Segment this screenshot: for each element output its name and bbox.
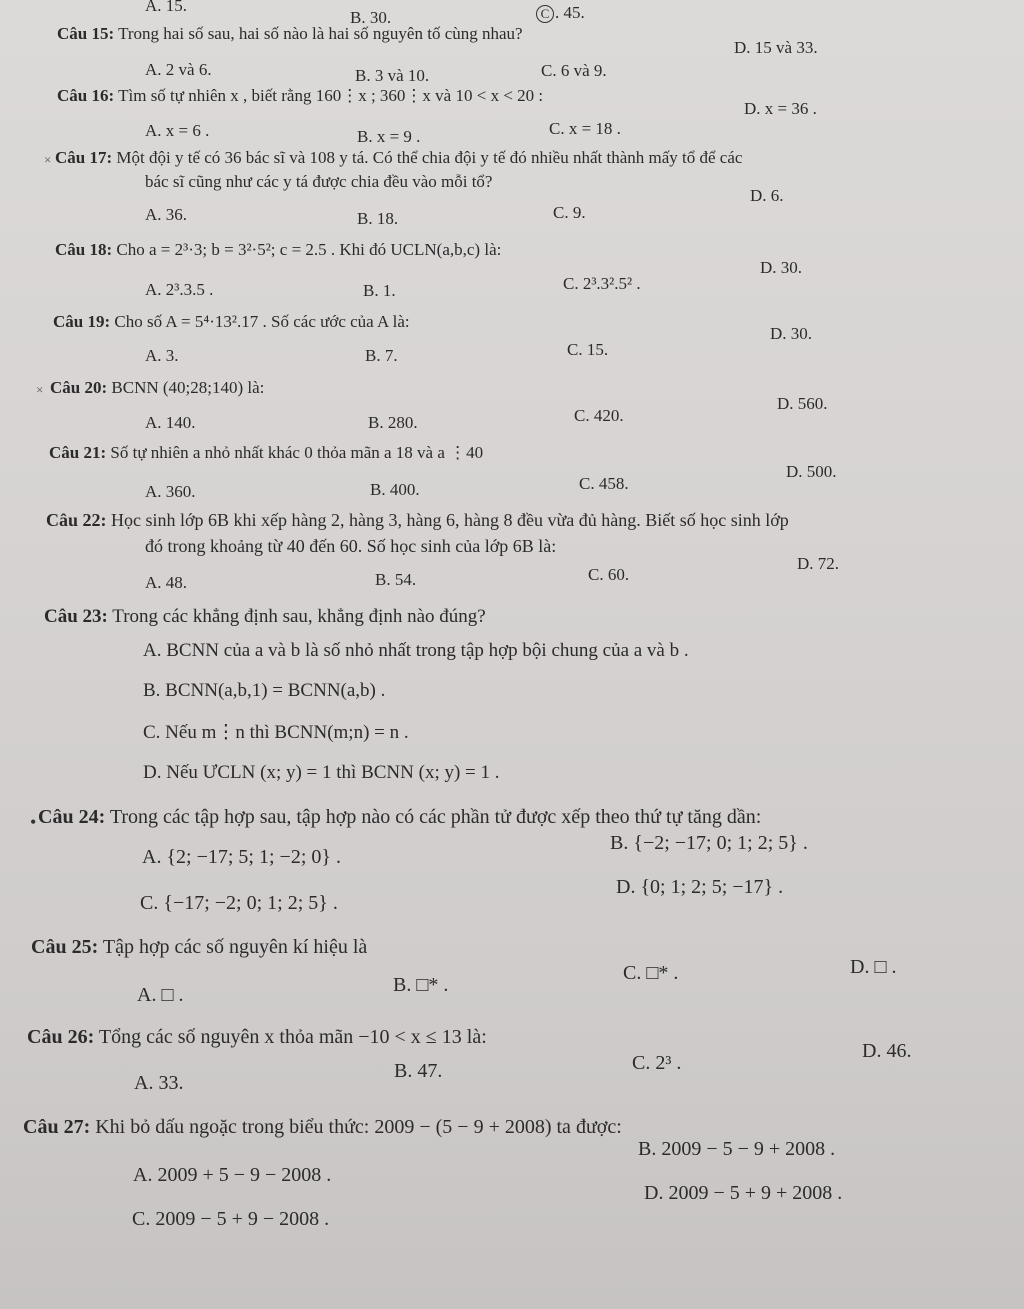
question-text: Trong các khẳng định sau, khẳng định nào đúng? [112,606,486,627]
option-c: C. 2009 − 5 + 9 − 2008 . [132,1208,330,1230]
option-d: D. {0; 1; 2; 5; −17} . [616,876,784,898]
question-number: Câu 21: [49,443,107,462]
option-b: B. 280. [368,413,418,432]
option-a: A. 33. [134,1072,184,1094]
handwritten-mark: × [44,152,52,167]
option-a: A. 2 và 6. [145,60,212,79]
question-text: Học sinh lớp 6B khi xếp hàng 2, hàng 3, hàng 6, hàng 8 đều vừa đủ hàng. Biết số học sinh lớp [111,510,789,530]
question-text: Tập hợp các số nguyên kí hiệu là [102,936,368,958]
option-b: B. BCNN(a,b,1) = BCNN(a,b) . [143,680,386,701]
question-number: Câu 26: [27,1026,95,1048]
question-text: BCNN (40;28;140) là: [111,378,265,397]
option-c: C. Nếu m⋮n thì BCNN(m;n) = n . [143,722,409,743]
option-b: B. 400. [370,480,420,499]
option-d: D. 46. [862,1040,912,1062]
question-number: Câu 17: [55,148,113,167]
question-text: Số tự nhiên a nhỏ nhất khác 0 thỏa mãn a 18 và a ⋮40 [110,443,484,462]
question-number: Câu 18: [55,240,113,259]
handwritten-mark: × [36,382,44,397]
option-a: A. 36. [145,205,188,224]
question-text: Trong hai số sau, hai số nào là hai số nguyên tố cùng nhau? [118,24,523,43]
option-a: A. 15. [145,0,188,15]
option-a: A. 2009 + 5 − 9 − 2008 . [133,1164,332,1186]
option-d: D. 500. [786,462,837,481]
question-text: Trong các tập hợp sau, tập hợp nào có các phần tử được xếp theo thứ tự tăng dần: [109,806,762,828]
option-b: B. 1. [363,281,396,300]
option-a: A. 360. [145,482,196,501]
option-b: B. 47. [394,1060,443,1082]
option-c: C. □* . [623,962,679,984]
option-a: A. □ . [137,984,184,1006]
question-number: Câu 19: [53,312,111,331]
option-b: B. 18. [357,209,399,228]
option-a: A. {2; −17; 5; 1; −2; 0} . [142,846,341,868]
question-text: Một đội y tế có 36 bác sĩ và 108 y tá. Có thể chia đội y tế đó nhiều nhất thành mấy tổ để các [116,148,743,167]
option-d: D. 560. [777,394,828,413]
option-b: B. 30. [350,8,392,27]
option-d: D. 15 và 33. [734,38,818,57]
question-text-line-2: bác sĩ cũng như các y tá được chia đều vào mỗi tổ? [145,172,493,191]
option-c: C. 420. [574,406,624,425]
option-a: A. BCNN của a và b là số nhỏ nhất trong tập hợp bội chung của a và b . [143,640,689,661]
option-c: C. {−17; −2; 0; 1; 2; 5} . [140,892,338,914]
option-b: B. 54. [375,570,417,589]
option-c: C. x = 18 . [549,119,621,138]
question-text: Khi bỏ dấu ngoặc trong biểu thức: 2009 − (5 − 9 + 2008) ta được: [95,1116,622,1138]
option-c: C. 15. [567,340,609,359]
question-number: Câu 15: [57,24,115,43]
option-b: B. 2009 − 5 − 9 + 2008 . [638,1138,836,1160]
option-c: C. 60. [588,565,630,584]
question-number: Câu 16: [57,86,115,105]
handwritten-mark: • [30,812,37,832]
question-text: Cho a = 2³·3; b = 3²·5²; c = 2.5 . Khi đó UCLN(a,b,c) là: [116,240,502,259]
option-a: A. 140. [145,413,196,432]
question-number: Câu 22: [46,510,107,530]
option-c: C. 2³ . [632,1052,682,1074]
option-a: A. 2³.3.5 . [145,280,214,299]
option-c: C. 2³.3².5² . [563,274,641,293]
question-number: Câu 20: [50,378,108,397]
question-text-line-2: đó trong khoảng từ 40 đến 60. Số học sinh của lớp 6B là: [145,536,557,556]
question-text: Tìm số tự nhiên x , biết rằng 160⋮x ; 360⋮x và 10 < x < 20 : [118,86,544,105]
option-d: D. x = 36 . [744,99,817,118]
option-d: D. Nếu ƯCLN (x; y) = 1 thì BCNN (x; y) = 1 . [143,762,500,783]
option-d: D. □ . [850,956,897,978]
option-b: B. {−2; −17; 0; 1; 2; 5} . [610,832,808,854]
question-text: Cho số A = 5⁴·13².17 . Số các ước của A là: [114,312,410,331]
option-d: D. 2009 − 5 + 9 + 2008 . [644,1182,843,1204]
option-a: A. x = 6 . [145,121,210,140]
option-a: A. 3. [145,346,179,365]
option-c: C. 9. [553,203,586,222]
option-b: B. x = 9 . [357,127,421,146]
question-number: Câu 27: [23,1116,91,1138]
option-d: D. 6. [750,186,784,205]
option-b: B. 7. [365,346,398,365]
option-c: C. 6 và 9. [541,61,607,80]
option-b: B. □* . [393,974,449,996]
option-d: D. 30. [760,258,803,277]
option-c: C . 45. [536,3,585,23]
option-d: D. 72. [797,554,840,573]
question-number: Câu 25: [31,936,99,958]
question-text: Tổng các số nguyên x thỏa mãn −10 < x ≤ 13 là: [98,1026,487,1048]
option-d: D. 30. [770,324,813,343]
question-number: Câu 23: [44,606,108,627]
question-number: Câu 24: [38,806,106,828]
option-c: C. 458. [579,474,629,493]
circled-answer-mark: C [536,5,554,23]
option-b: B. 3 và 10. [355,66,430,85]
option-a: A. 48. [145,573,188,592]
